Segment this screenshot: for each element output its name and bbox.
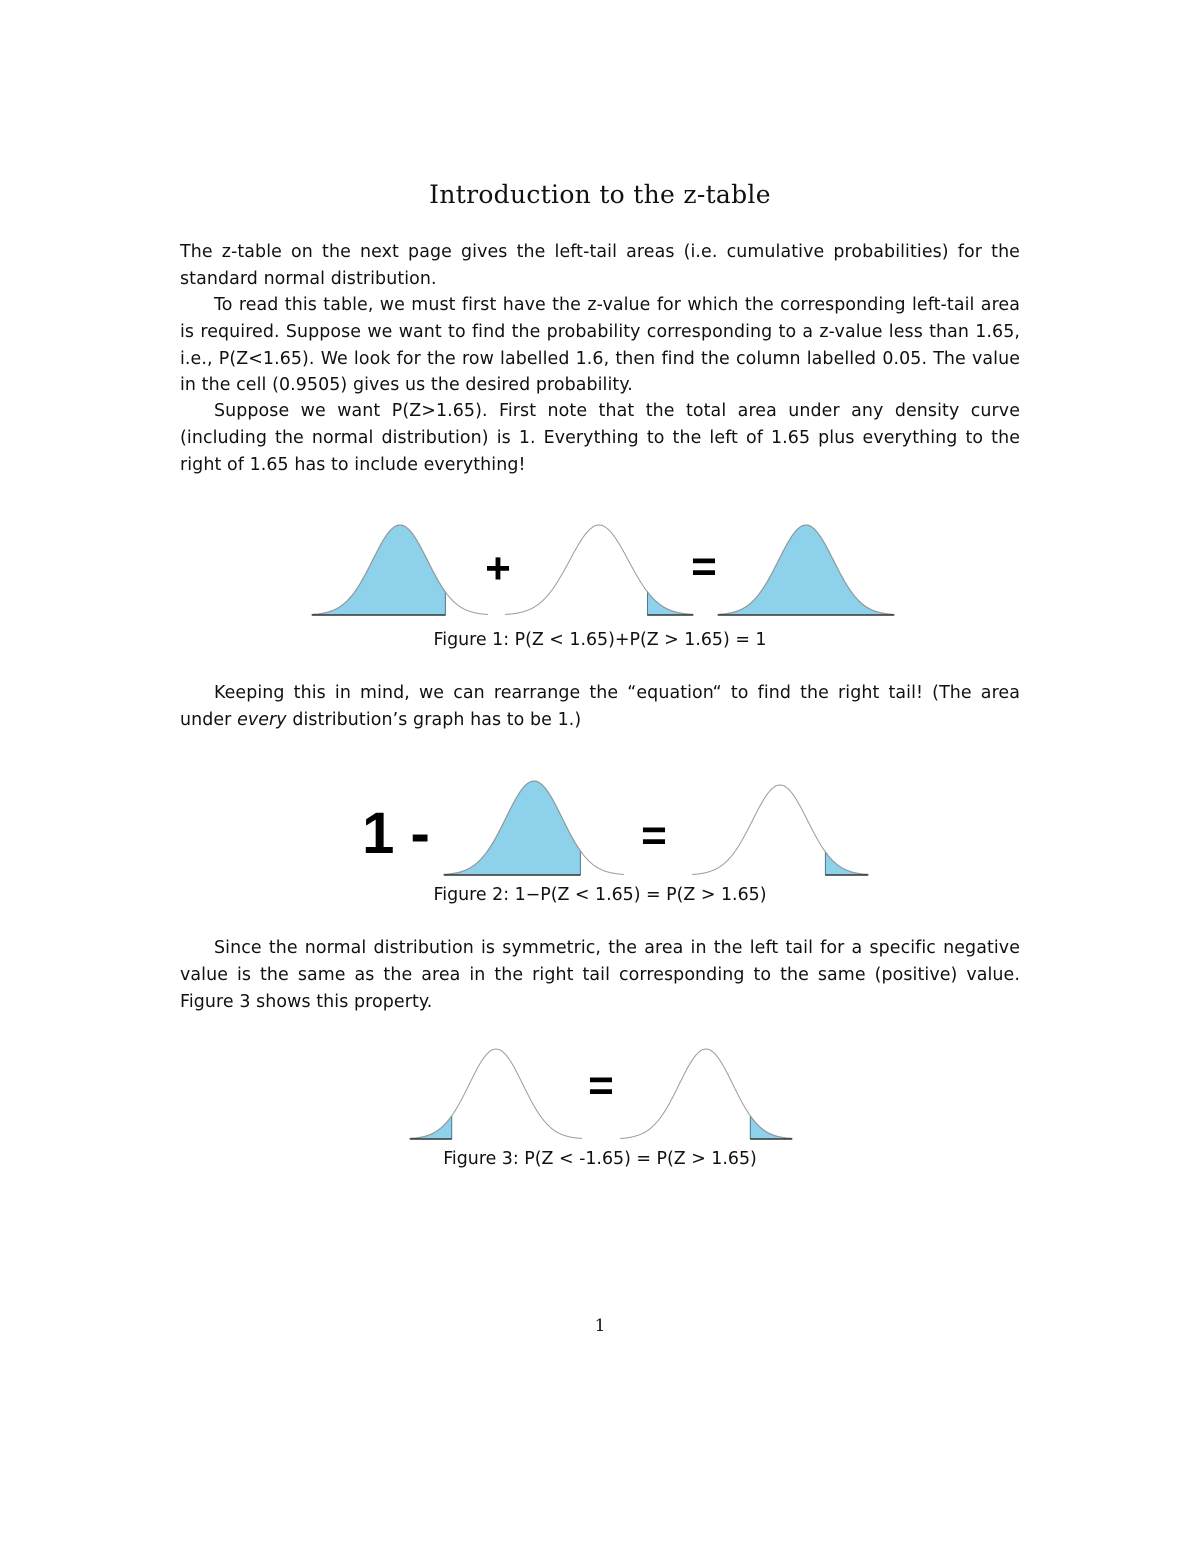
figure-3-positive-right-tail-curve <box>620 1049 792 1139</box>
paragraph-rearrange-emphasis: every <box>237 709 287 730</box>
paragraph-rearrange-part-a: Keeping this in mind, we can rearrange the “equation“ to find the right tail! (The area under <box>180 683 1020 730</box>
paragraph-rearrange-part-b: distribution’s graph has to be 1.) <box>286 709 582 730</box>
normal-curve <box>692 785 868 875</box>
paragraph-intro: The z-table on the next page gives the left-tail areas (i.e. cumulative probabilities) for the standard normal distribution. <box>180 242 1020 289</box>
figure-1-plus-operator: + <box>485 544 511 593</box>
shaded-area <box>410 1116 452 1139</box>
figure-1-caption: Figure 1: P(Z < 1.65)+P(Z > 1.65) = 1 <box>433 630 767 650</box>
figure-3-equals-operator: = <box>588 1061 614 1110</box>
figure-3-caption: Figure 3: P(Z < -1.65) = P(Z > 1.65) <box>443 1149 757 1169</box>
figure-2 <box>362 781 868 875</box>
normal-curve <box>620 1049 792 1139</box>
figure-1-right-tail-curve <box>505 525 693 615</box>
figure-1-left-tail-curve <box>312 525 488 615</box>
figure-1-full-area-curve <box>718 525 894 615</box>
figure-3-negative-left-tail-curve <box>410 1049 582 1139</box>
figure-2-one-minus: 1 - <box>362 801 430 866</box>
normal-curve <box>505 525 693 615</box>
figure-2-equals-operator: = <box>641 811 667 860</box>
page-title: Introduction to the z-table <box>429 180 771 209</box>
figure-2-caption: Figure 2: 1−P(Z < 1.65) = P(Z > 1.65) <box>433 885 767 905</box>
normal-curve <box>410 1049 582 1139</box>
shaded-area <box>718 525 894 615</box>
shaded-area <box>312 525 445 615</box>
shaded-area <box>444 781 580 875</box>
shaded-area <box>648 592 694 615</box>
paragraph-right-tail: Suppose we want P(Z>1.65). First note that the total area under any density curve (including the normal distribution) is 1. Everything to the left of 1.65 plus everything to the right of 1.65 has to include everything! <box>180 401 1020 475</box>
paragraph-symmetry: Since the normal distribution is symmetric, the area in the left tail for a specific negative value is the same as the area in the right tail corresponding to the same (positive) value. Figure 3 shows this property. <box>180 938 1020 1012</box>
page-number: 1 <box>594 1316 606 1336</box>
figure-1-equals-operator: = <box>691 542 717 591</box>
paragraph-rearrange <box>180 680 1020 734</box>
figure-1 <box>312 525 894 615</box>
figure-3 <box>410 1049 792 1139</box>
shaded-area <box>825 852 868 875</box>
shaded-area <box>750 1116 792 1139</box>
figure-2-right-tail-curve <box>692 785 868 875</box>
paragraph-reading-table: To read this table, we must first have the z-value for which the corresponding left-tail area is required. Suppose we want to find the probability corresponding to a z-value less than 1.65, i.e., P(Z<1.65). We look for the row labelled 1.6, then find the column labelled 0.05. The value in the cell (0.9505) gives us the desired probability. <box>180 295 1020 396</box>
figure-2-left-tail-curve <box>444 781 624 875</box>
